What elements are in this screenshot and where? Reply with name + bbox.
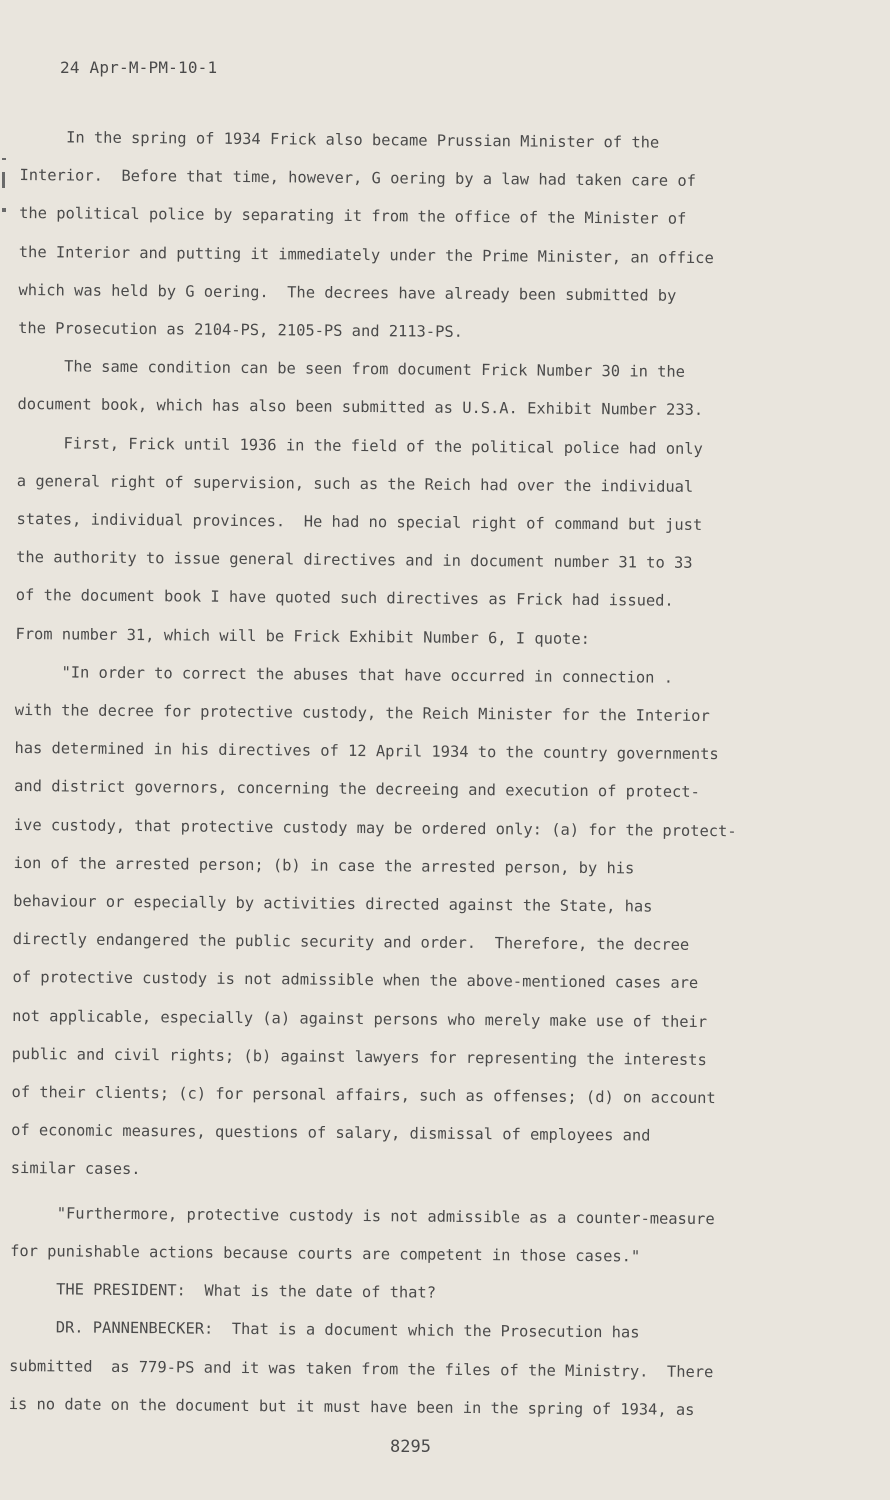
text-line: The same condition can be seen from document Frick Number 30 in the (17, 357, 686, 382)
text-line: In the spring of 1934 Frick also became Prussian Minister of the (19, 127, 660, 152)
text-line: document book, which has also been submitted as U.S.A. Exhibit Number 233. (17, 395, 704, 420)
text-line: the Interior and putting it immediately under the Prime Minister, an office (18, 242, 714, 267)
text-line: ion of the arrested person; (b) in case the arrested person, by his (13, 853, 635, 878)
margin-mark (2, 172, 5, 188)
text-line: of economic measures, questions of salary, dismissal of employees and (11, 1121, 651, 1145)
paragraph (17, 347, 786, 430)
paragraph (18, 118, 788, 354)
text-line: of their clients; (c) for personal affairs, such as offenses; (d) on account (11, 1083, 716, 1108)
text-line: Interior. Before that time, however, G oering by a law had taken care of (19, 166, 696, 191)
text-line: for punishable actions because courts are competent in those cases." (10, 1241, 641, 1266)
paragraph (9, 1308, 778, 1429)
text-line: "Furthermore, protective custody is not admissible as a counter-measure (10, 1203, 715, 1228)
paragraph (10, 1270, 778, 1315)
paragraph (15, 424, 785, 660)
margin-mark (2, 158, 6, 160)
text-line: a general right of supervision, such as the Reich had over the individual (16, 471, 694, 496)
text-line: of the document book I have quoted such directives as Frick had issued. (15, 586, 674, 611)
text-line: and district governors, concerning the decreeing and execution of protect- (14, 777, 700, 802)
text-line: public and civil rights; (b) against lawyers for representing the interests (11, 1044, 707, 1069)
text-line: the authority to issue general directives and in document number 31 to 33 (16, 548, 693, 573)
paragraph (11, 653, 784, 1195)
text-line: with the decree for protective custody, the Reich Minister for the Interior (14, 701, 710, 726)
text-line: ive custody, that protective custody may be ordered only: (a) for the protect- (13, 815, 737, 840)
page-reference: 24 Apr-M-PM-10-1 (60, 58, 218, 77)
text-line: "In order to correct the abuses that have occurred in connection . (15, 662, 674, 687)
text-line: similar cases. (10, 1159, 141, 1179)
text-line: directly endangered the public security and order. Therefore, the decree (12, 930, 690, 955)
paragraph (10, 1194, 779, 1277)
text-line: THE PRESIDENT: What is the date of that? (9, 1280, 437, 1302)
page-number: 8295 (390, 1437, 431, 1457)
margin-mark (2, 208, 6, 212)
text-line: DR. PANNENBECKER: That is a document which the Prosecution has (9, 1318, 640, 1342)
text-line: is no date on the document but it must have been in the spring of 1934, as (8, 1394, 695, 1419)
text-line: the political police by separating it from the office of the Minister of (19, 204, 687, 229)
text-line: which was held by G oering. The decrees have already been submitted by (18, 280, 677, 305)
text-line: has determined in his directives of 12 April 1934 to the country governments (14, 739, 719, 764)
text-line: behaviour or especially by activities directed against the State, has (13, 892, 653, 916)
text-line: the Prosecution as 2104-PS, 2105-PS and 2113-PS. (18, 319, 463, 341)
text-line: From number 31, which will be Frick Exhibit Number 6, I quote: (15, 624, 591, 648)
text-line: states, individual provinces. He had no special right of command but just (16, 510, 703, 534)
text-line: of protective custody is not admissible when the above-mentioned cases are (12, 968, 699, 993)
text-line: submitted as 779-PS and it was taken from the files of the Ministry. There (9, 1356, 714, 1381)
text-line: not applicable, especially (a) against persons who merely make use of their (12, 1006, 708, 1031)
transcript-body (9, 118, 788, 1430)
text-line: First, Frick until 1936 in the field of the political police had only (17, 433, 703, 458)
